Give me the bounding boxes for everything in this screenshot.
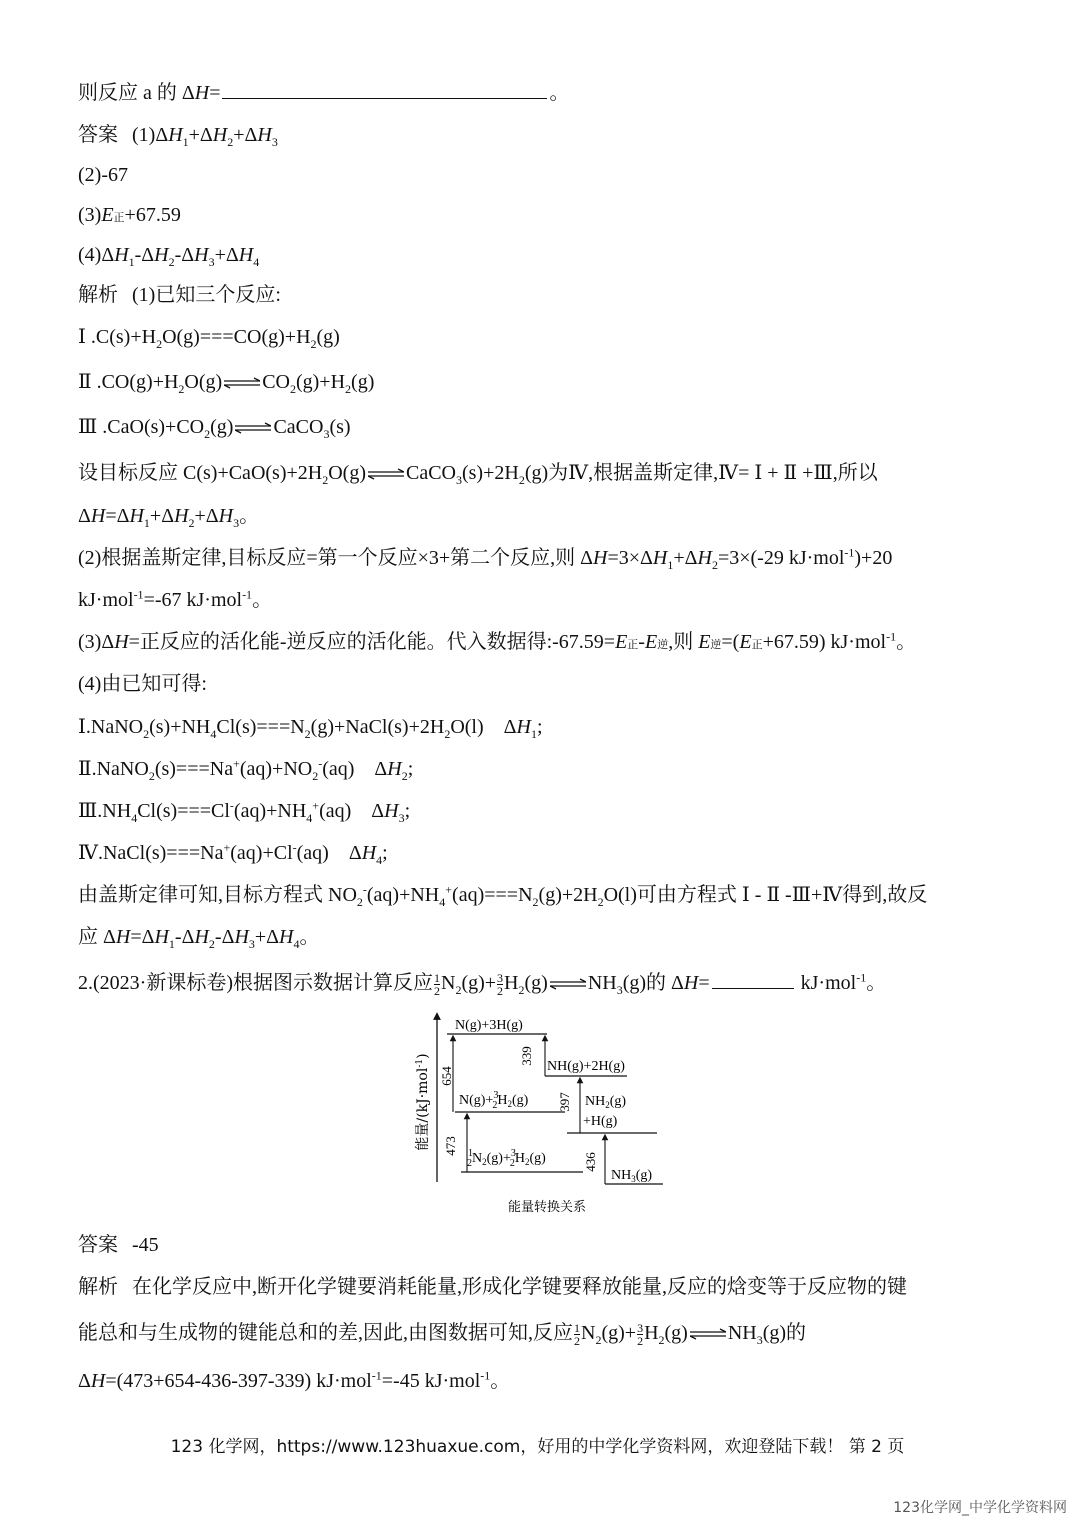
- answer-line-4: $(4)\Delta H_1-\Delta H_2-\Delta H_3+\Delta H_4$: [78, 244, 260, 269]
- analysis-4: (4)由已知可得:: [78, 673, 207, 695]
- reaction-3: Ⅲ $.CaO(s)+CO_2(g)$ CaCO$_3$(s): [78, 416, 351, 441]
- level-nh2: $NH_2(g)$: [585, 1094, 627, 1110]
- question-fill-line: 则反应 a 的 ΔH= 。: [78, 82, 570, 104]
- analysis-3: (3)ΔH=正反应的活化能-逆反应的活化能。代入数据得:-67.59=E正-E逆,则 E逆=(E正+67.59) kJ·mol$^{-1}$。: [78, 629, 917, 653]
- value-339: 339: [519, 1046, 534, 1066]
- answer-blank: [222, 80, 547, 99]
- level-plus-h: +H(g): [583, 1114, 618, 1129]
- value-473: 473: [443, 1136, 458, 1156]
- step-6: 应 $\Delta H=\Delta H_1-\Delta H_2-\Delta H_3+\Delta H_4$。: [78, 926, 320, 951]
- analysis-intro: 解析 (1)已知三个反应:: [78, 284, 281, 306]
- target-result: $\Delta H=\Delta H_1+\Delta H_2+\Delta H_3$。: [78, 505, 260, 530]
- target-reaction: 设目标反应 $C(s)+CaO(s)+2H_2O(g)$ $CaCO_3(s)+2H_2(g)$为Ⅳ,根据盖斯定律,Ⅳ= Ⅰ + Ⅱ +Ⅲ,所以: [78, 462, 878, 487]
- analysis-2a: (2)根据盖斯定律,目标反应=第一个反应×3+第二个反应,则 $\Delta H=3\times\Delta H_1+\Delta H_2=3\times(-29$ kJ·mol$^{-1}$)+20: [78, 545, 893, 572]
- energy-diagram: [405, 1012, 675, 1222]
- level-top: N(g)+3H(g): [455, 1018, 523, 1033]
- analysis-label: 解析: [78, 284, 118, 306]
- step-2: $Ⅱ.NaNO_2(s)===Na^+(aq)+NO_2^-(aq)$ $\Delta H_2$;: [78, 756, 414, 783]
- analysis-q2-a: 解析 在化学反应中,断开化学键要消耗能量,形成化学键要释放能量,反应的焓变等于反应物的键: [78, 1276, 907, 1298]
- y-axis-label: 能量/(kJ·mol$^{-1}$): [415, 1053, 431, 1151]
- level-nh3: $NH_3(g)$: [611, 1168, 653, 1184]
- page-footer: 123 化学网，https://www.123huaxue.com，好用的中学化学资料网，欢迎登陆下载！ 第 2 页: [170, 1437, 905, 1457]
- answer-line-3: (3)E正+67.59: [78, 204, 181, 226]
- watermark: 123化学网_中学化学资料网: [893, 1500, 1067, 1516]
- value-654: 654: [439, 1066, 454, 1086]
- answer-q2: 答案 -45: [78, 1234, 159, 1256]
- answer-label: 答案: [78, 124, 118, 146]
- reaction-1: Ⅰ $.C(s)+H_2O(g)===CO(g)+H_2(g)$: [78, 326, 340, 351]
- level-nh: NH(g)+2H(g): [547, 1059, 625, 1074]
- step-5: 由盖斯定律可知,目标方程式 $NO_2^-(aq)+NH_4^+(aq)===N_2(g)+2H_2O(l)$可由方程式 Ⅰ - Ⅱ -Ⅲ+Ⅳ得到,故反: [78, 882, 928, 909]
- answer-blank-2: [712, 970, 794, 989]
- value-436: 436: [583, 1152, 598, 1172]
- value-397: 397: [557, 1092, 572, 1112]
- analysis-q2-b: 能总和与生成物的键能总和的差,因此,由图数据可知,反应 $\frac{1}{2}$ $N_2(g)+$ $\frac{3}{2}$ $H_2(g)$ $NH_3(g)$的: [78, 1320, 807, 1348]
- answer-line-2: (2)-67: [78, 164, 128, 186]
- question-2: 2.(2023·新课标卷)根据图示数据计算反应 $\frac{1}{2}$ $N_2(g)+$ $\frac{3}{2}$ $H_2(g)$ $NH_3(g)$的 ΔH= kJ·mol$^{-1}$。: [78, 970, 887, 998]
- level-reactants: $^1$ $2N_2(g)+^3$ $2H_2(g)$: [467, 1148, 546, 1169]
- step-1: $Ⅰ.NaNO_2(s)+NH_4Cl(s)===N_2(g)+NaCl(s)+2H_2O(l)$ $\Delta H_1$;: [78, 716, 543, 741]
- reaction-2: Ⅱ $.CO(g)+H_2O(g)$ $CO_2(g)+H_2(g)$: [78, 371, 375, 396]
- step-4: Ⅳ.NaCl(s)===Na+(aq)+Cl-(aq) $\Delta H_4$;: [78, 840, 388, 867]
- level-n-h2: N(g)+$^3$ $2H_2(g)$: [459, 1090, 529, 1111]
- analysis-2b: kJ·mol$^{-1}$=-67 kJ·mol$^{-1}$。: [78, 587, 273, 611]
- step-3: $Ⅲ.NH_4Cl(s)===Cl^-(aq)+NH_4^+(aq)$ $\Delta H_3$;: [78, 798, 411, 825]
- diagram-caption: 能量转换关系: [507, 1200, 587, 1215]
- answer-line-1: 答案 $(1)\Delta H_1+\Delta H_2+\Delta H_3$: [78, 124, 278, 149]
- analysis-q2-c: ΔH=(473+654-436-397-339) kJ·mol$^{-1}$=-45 kJ·mol$^{-1}$。: [78, 1368, 511, 1392]
